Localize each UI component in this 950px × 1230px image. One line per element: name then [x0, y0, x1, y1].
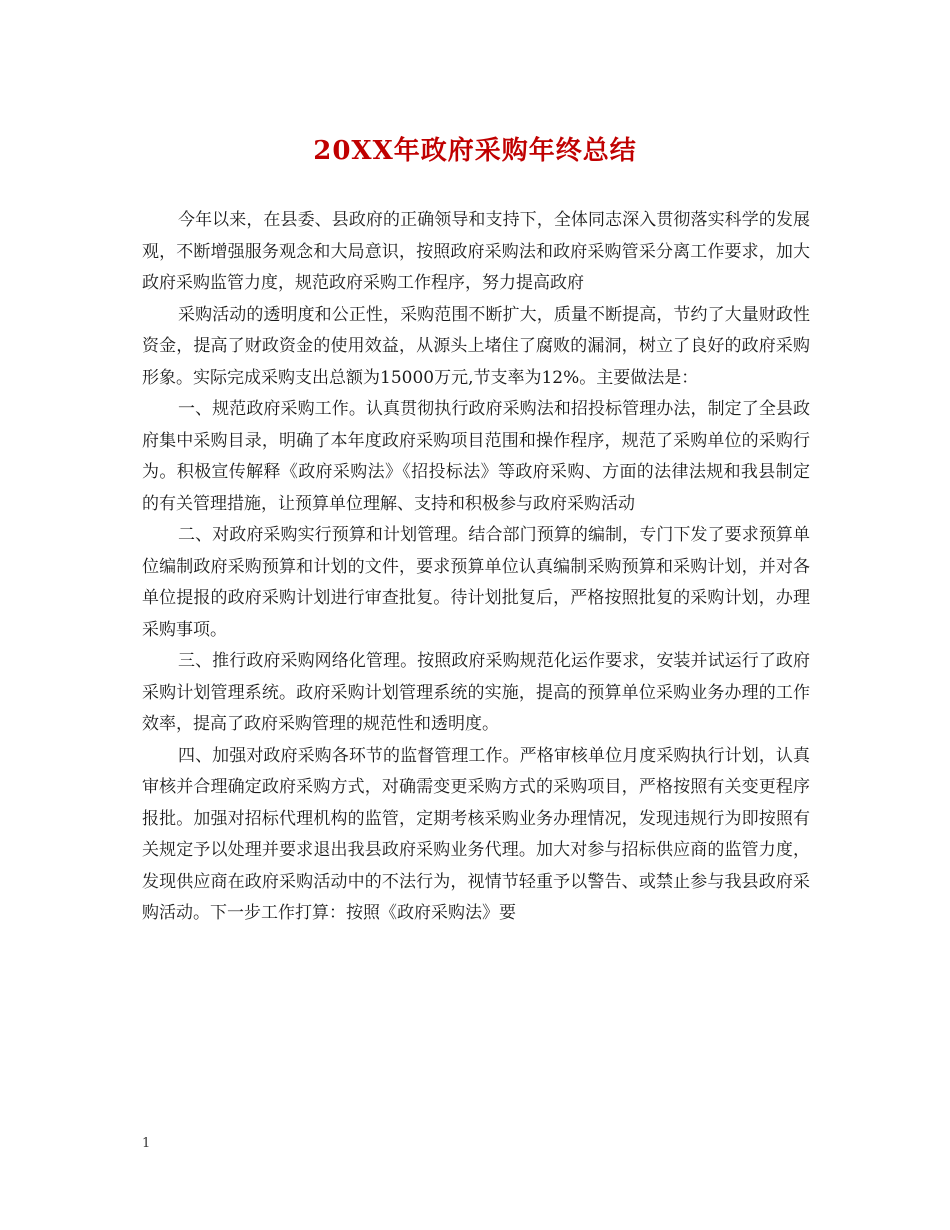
paragraph-section-3: 三、推行政府采购网络化管理。按照政府采购规范化运作要求，安装并试运行了政府采购计划管理系统。政府采购计划管理系统的实施，提高的预算单位采购业务办理的工作效率，提高了政府采购管理的规范性和透明度。	[142, 651, 810, 734]
paragraph-section-1: 一、规范政府采购工作。认真贯彻执行政府采购法和招投标管理办法，制定了全县政府集中采购目录，明确了本年度政府采购项目范围和操作程序，规范了采购单位的采购行为。积极宣传解释《政府采购法》《招投标法》等政府采购、方面的法律法规和我县制定的有关管理措施，让预算单位理解、支持和积极参与政府采购活动	[142, 399, 810, 514]
paragraph-intro: 今年以来，在县委、县政府的正确领导和支持下，全体同志深入贯彻落实科学的发展观，不断增强服务观念和大局意识，按照政府采购法和政府采购管采分离工作要求，加大政府采购监管力度，规范政府采购工作程序，努力提高政府	[142, 210, 810, 293]
paragraph-summary: 采购活动的透明度和公正性，采购范围不断扩大，质量不断提高，节约了大量财政性资金，提高了财政资金的使用效益，从源头上堵住了腐败的漏洞，树立了良好的政府采购形象。实际完成采购支出总额为15000万元,节支率为12%。主要做法是：	[142, 304, 810, 388]
page-number: 1	[142, 1136, 151, 1151]
paragraph-section-2: 二、对政府采购实行预算和计划管理。结合部门预算的编制，专门下发了要求预算单位编制政府采购预算和计划的文件，要求预算单位认真编制采购预算和采购计划，并对各单位提报的政府采购计划进行审查批复。待计划批复后，严格按照批复的采购计划，办理采购事项。	[142, 525, 810, 640]
document-title: 20XX年政府采购年终总结	[313, 136, 637, 166]
document-body	[142, 205, 810, 930]
paragraph-section-4: 四、加强对政府采购各环节的监督管理工作。严格审核单位月度采购执行计划，认真审核并合理确定政府采购方式，对确需变更采购方式的采购项目，严格按照有关变更程序报批。加强对招标代理机构的监管，定期考核采购业务办理情况，发现违规行为即按照有关规定予以处理并要求退出我县政府采购业务代理。加大对参与招标供应商的监管力度，发现供应商在政府采购活动中的不法行为，视情节轻重予以警告、或禁止参与我县政府采购活动。下一步工作打算：按照《政府采购法》要	[142, 745, 810, 923]
